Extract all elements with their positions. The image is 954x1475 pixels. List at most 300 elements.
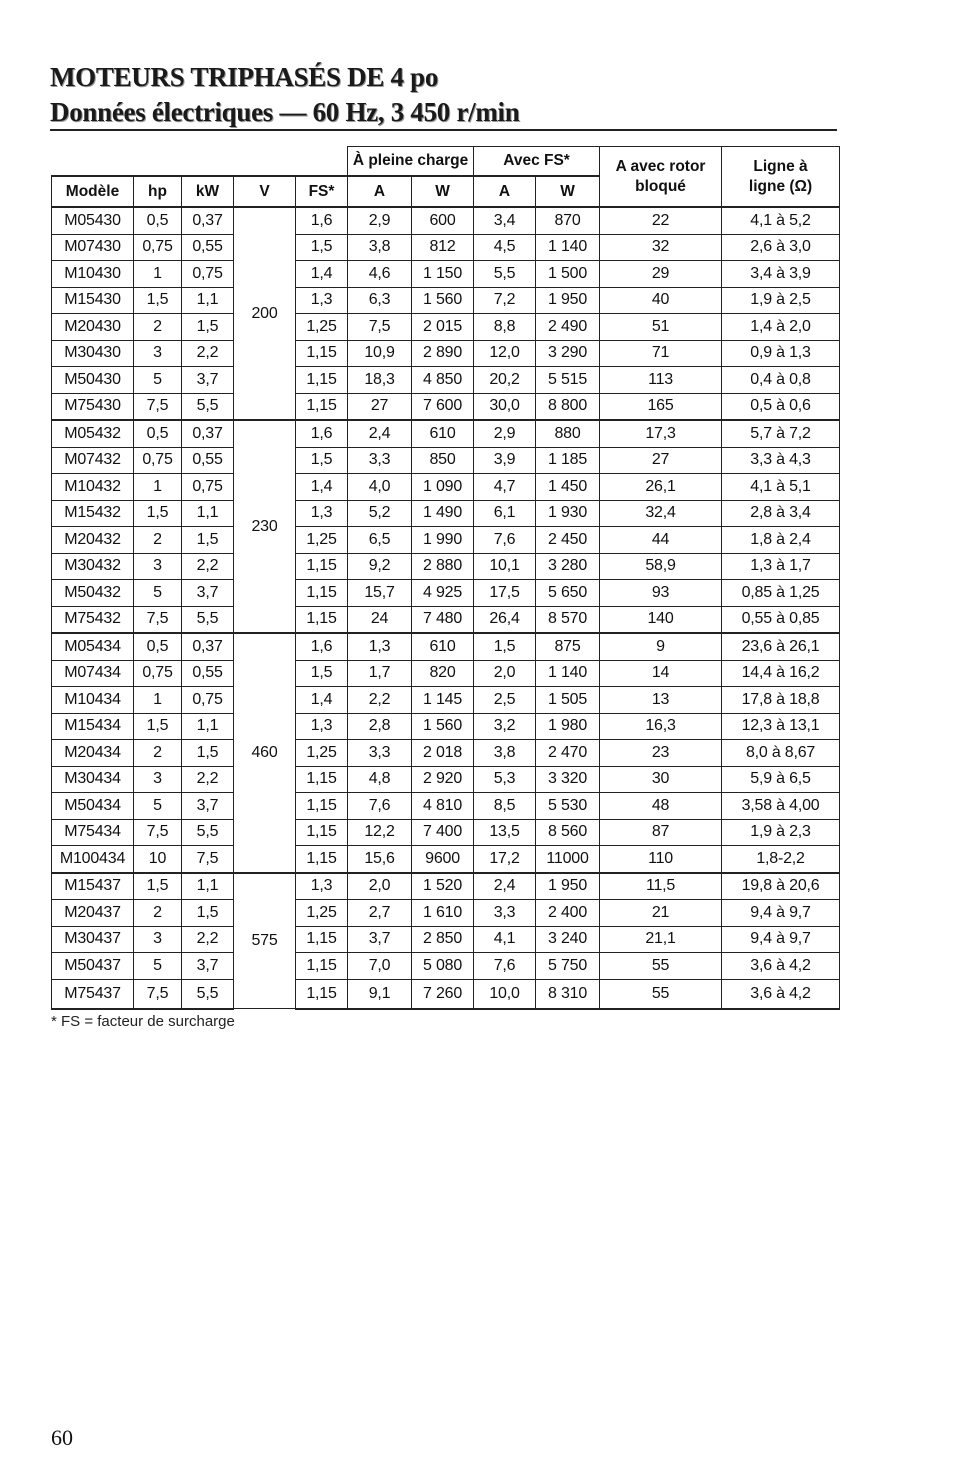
cell-hp: 7,5	[134, 606, 182, 633]
table-row	[52, 234, 840, 261]
cell-hp: 2	[134, 527, 182, 554]
header-line-to-line: Ligne à ligne (Ω)	[722, 147, 840, 208]
cell-kw: 2,2	[182, 553, 234, 580]
cell-line-to-line: 0,5 à 0,6	[722, 393, 840, 420]
cell-model: M30430	[52, 340, 134, 367]
table-row	[52, 873, 840, 900]
cell-fs-amps: 2,0	[474, 660, 536, 687]
cell-hp: 1,5	[134, 287, 182, 314]
cell-full-load-amps: 9,1	[348, 979, 412, 1009]
cell-line-to-line: 2,8 à 3,4	[722, 500, 840, 527]
cell-locked-rotor: 29	[600, 261, 722, 288]
cell-fs: 1,4	[296, 687, 348, 714]
cell-kw: 5,5	[182, 979, 234, 1009]
cell-fs-watts: 8 800	[536, 393, 600, 420]
cell-hp: 1,5	[134, 873, 182, 900]
cell-full-load-amps: 1,7	[348, 660, 412, 687]
header-col-fs-watts: W	[536, 176, 600, 207]
cell-line-to-line: 1,3 à 1,7	[722, 553, 840, 580]
cell-locked-rotor: 21	[600, 900, 722, 927]
table-row	[52, 553, 840, 580]
cell-locked-rotor: 9	[600, 633, 722, 660]
header-col-kw: kW	[182, 176, 234, 207]
cell-fs-amps: 13,5	[474, 819, 536, 846]
cell-locked-rotor: 17,3	[600, 420, 722, 447]
cell-locked-rotor: 51	[600, 314, 722, 341]
header-full-load: À pleine charge	[348, 147, 474, 177]
cell-fs-amps: 20,2	[474, 367, 536, 394]
cell-model: M10430	[52, 261, 134, 288]
cell-full-load-amps: 7,0	[348, 953, 412, 980]
cell-full-load-watts: 4 810	[412, 793, 474, 820]
cell-locked-rotor: 14	[600, 660, 722, 687]
cell-full-load-amps: 2,7	[348, 900, 412, 927]
cell-locked-rotor: 71	[600, 340, 722, 367]
cell-kw: 1,5	[182, 740, 234, 767]
cell-full-load-watts: 9600	[412, 846, 474, 873]
cell-hp: 1,5	[134, 713, 182, 740]
cell-kw: 2,2	[182, 926, 234, 953]
cell-model: M20430	[52, 314, 134, 341]
cell-line-to-line: 1,4 à 2,0	[722, 314, 840, 341]
cell-hp: 0,75	[134, 660, 182, 687]
cell-model: M20434	[52, 740, 134, 767]
cell-locked-rotor: 30	[600, 766, 722, 793]
cell-fs-watts: 5 750	[536, 953, 600, 980]
cell-kw: 1,1	[182, 287, 234, 314]
cell-line-to-line: 3,6 à 4,2	[722, 979, 840, 1009]
title-rule	[50, 129, 837, 131]
cell-full-load-watts: 2 015	[412, 314, 474, 341]
table-row	[52, 527, 840, 554]
table-row	[52, 979, 840, 1009]
cell-locked-rotor: 40	[600, 287, 722, 314]
cell-line-to-line: 0,85 à 1,25	[722, 580, 840, 607]
cell-fs-watts: 8 570	[536, 606, 600, 633]
cell-locked-rotor: 55	[600, 953, 722, 980]
cell-fs-amps: 7,6	[474, 953, 536, 980]
cell-fs: 1,25	[296, 527, 348, 554]
cell-fs: 1,3	[296, 713, 348, 740]
cell-fs: 1,25	[296, 740, 348, 767]
page-title	[50, 60, 837, 130]
cell-kw: 5,5	[182, 819, 234, 846]
cell-full-load-amps: 2,4	[348, 420, 412, 447]
cell-kw: 1,5	[182, 314, 234, 341]
cell-fs-amps: 8,5	[474, 793, 536, 820]
cell-full-load-watts: 820	[412, 660, 474, 687]
header-col-fs-amps: A	[474, 176, 536, 207]
cell-fs: 1,6	[296, 633, 348, 660]
cell-full-load-watts: 850	[412, 447, 474, 474]
cell-locked-rotor: 93	[600, 580, 722, 607]
cell-fs: 1,3	[296, 500, 348, 527]
cell-full-load-watts: 2 880	[412, 553, 474, 580]
cell-hp: 5	[134, 580, 182, 607]
cell-fs-watts: 1 140	[536, 660, 600, 687]
cell-locked-rotor: 21,1	[600, 926, 722, 953]
cell-kw: 0,55	[182, 660, 234, 687]
cell-hp: 1	[134, 474, 182, 501]
cell-kw: 0,55	[182, 447, 234, 474]
table-row	[52, 314, 840, 341]
cell-model: M75432	[52, 606, 134, 633]
cell-fs: 1,5	[296, 660, 348, 687]
cell-line-to-line: 0,55 à 0,85	[722, 606, 840, 633]
cell-model: M75430	[52, 393, 134, 420]
cell-locked-rotor: 22	[600, 207, 722, 234]
cell-fs: 1,25	[296, 314, 348, 341]
cell-model: M100434	[52, 846, 134, 873]
cell-kw: 0,55	[182, 234, 234, 261]
table-row	[52, 900, 840, 927]
cell-line-to-line: 9,4 à 9,7	[722, 900, 840, 927]
table-row	[52, 660, 840, 687]
cell-fs-amps: 4,1	[474, 926, 536, 953]
cell-full-load-watts: 7 600	[412, 393, 474, 420]
cell-fs-amps: 8,8	[474, 314, 536, 341]
cell-hp: 7,5	[134, 393, 182, 420]
cell-full-load-amps: 7,5	[348, 314, 412, 341]
cell-model: M75437	[52, 979, 134, 1009]
cell-model: M30434	[52, 766, 134, 793]
cell-fs-watts: 1 500	[536, 261, 600, 288]
cell-fs-amps: 4,5	[474, 234, 536, 261]
cell-fs-amps: 3,8	[474, 740, 536, 767]
cell-fs-amps: 2,5	[474, 687, 536, 714]
cell-kw: 2,2	[182, 766, 234, 793]
cell-full-load-watts: 610	[412, 633, 474, 660]
cell-kw: 1,5	[182, 527, 234, 554]
cell-kw: 3,7	[182, 953, 234, 980]
cell-fs: 1,15	[296, 819, 348, 846]
cell-hp: 10	[134, 846, 182, 873]
cell-model: M50432	[52, 580, 134, 607]
cell-full-load-amps: 2,9	[348, 207, 412, 234]
cell-full-load-amps: 2,0	[348, 873, 412, 900]
cell-full-load-watts: 2 018	[412, 740, 474, 767]
cell-full-load-amps: 6,3	[348, 287, 412, 314]
table-row	[52, 420, 840, 447]
header-blank	[52, 147, 348, 177]
cell-model: M15432	[52, 500, 134, 527]
cell-model: M30432	[52, 553, 134, 580]
cell-fs-watts: 1 930	[536, 500, 600, 527]
table-row	[52, 606, 840, 633]
cell-locked-rotor: 32,4	[600, 500, 722, 527]
cell-locked-rotor: 113	[600, 367, 722, 394]
cell-line-to-line: 2,6 à 3,0	[722, 234, 840, 261]
cell-line-to-line: 0,9 à 1,3	[722, 340, 840, 367]
table-row	[52, 261, 840, 288]
cell-kw: 0,75	[182, 474, 234, 501]
cell-hp: 1	[134, 261, 182, 288]
cell-locked-rotor: 140	[600, 606, 722, 633]
cell-fs-watts: 2 400	[536, 900, 600, 927]
cell-fs-watts: 3 320	[536, 766, 600, 793]
cell-model: M30437	[52, 926, 134, 953]
cell-fs-amps: 3,2	[474, 713, 536, 740]
cell-fs-watts: 3 290	[536, 340, 600, 367]
table-row	[52, 819, 840, 846]
cell-line-to-line: 8,0 à 8,67	[722, 740, 840, 767]
cell-fs-amps: 7,6	[474, 527, 536, 554]
cell-model: M15434	[52, 713, 134, 740]
table-body	[52, 207, 840, 1009]
cell-model: M05432	[52, 420, 134, 447]
cell-full-load-watts: 4 925	[412, 580, 474, 607]
cell-full-load-amps: 7,6	[348, 793, 412, 820]
cell-full-load-amps: 2,2	[348, 687, 412, 714]
cell-fs-amps: 2,9	[474, 420, 536, 447]
cell-line-to-line: 14,4 à 16,2	[722, 660, 840, 687]
table-row	[52, 447, 840, 474]
cell-hp: 3	[134, 926, 182, 953]
cell-fs-amps: 17,5	[474, 580, 536, 607]
cell-fs: 1,4	[296, 261, 348, 288]
cell-fs-watts: 3 240	[536, 926, 600, 953]
cell-full-load-amps: 4,8	[348, 766, 412, 793]
cell-full-load-watts: 7 400	[412, 819, 474, 846]
cell-full-load-amps: 12,2	[348, 819, 412, 846]
cell-fs-amps: 2,4	[474, 873, 536, 900]
cell-fs: 1,15	[296, 580, 348, 607]
cell-kw: 2,2	[182, 340, 234, 367]
cell-fs: 1,15	[296, 367, 348, 394]
cell-model: M20437	[52, 900, 134, 927]
cell-full-load-amps: 5,2	[348, 500, 412, 527]
table-row	[52, 367, 840, 394]
cell-fs-watts: 1 950	[536, 287, 600, 314]
cell-line-to-line: 4,1 à 5,1	[722, 474, 840, 501]
cell-hp: 3	[134, 766, 182, 793]
table-row	[52, 713, 840, 740]
title-line-1: MOTEURS TRIPHASÉS DE 4 po	[50, 62, 439, 92]
table-row	[52, 846, 840, 873]
cell-fs-watts: 1 505	[536, 687, 600, 714]
cell-fs: 1,25	[296, 900, 348, 927]
cell-fs-watts: 5 515	[536, 367, 600, 394]
cell-model: M07434	[52, 660, 134, 687]
cell-hp: 5	[134, 367, 182, 394]
table-row	[52, 474, 840, 501]
cell-kw: 1,1	[182, 713, 234, 740]
cell-fs-amps: 5,5	[474, 261, 536, 288]
cell-fs: 1,15	[296, 979, 348, 1009]
cell-model: M07432	[52, 447, 134, 474]
cell-full-load-watts: 5 080	[412, 953, 474, 980]
cell-fs: 1,6	[296, 420, 348, 447]
cell-fs-watts: 1 140	[536, 234, 600, 261]
cell-fs: 1,15	[296, 766, 348, 793]
cell-line-to-line: 4,1 à 5,2	[722, 207, 840, 234]
cell-full-load-watts: 2 850	[412, 926, 474, 953]
cell-locked-rotor: 44	[600, 527, 722, 554]
cell-fs-watts: 5 650	[536, 580, 600, 607]
cell-locked-rotor: 58,9	[600, 553, 722, 580]
cell-fs-watts: 8 560	[536, 819, 600, 846]
cell-fs: 1,5	[296, 447, 348, 474]
cell-fs-amps: 10,1	[474, 553, 536, 580]
cell-hp: 0,75	[134, 234, 182, 261]
cell-model: M50437	[52, 953, 134, 980]
cell-fs-amps: 12,0	[474, 340, 536, 367]
cell-full-load-amps: 18,3	[348, 367, 412, 394]
cell-full-load-watts: 2 890	[412, 340, 474, 367]
cell-full-load-watts: 610	[412, 420, 474, 447]
cell-fs-watts: 2 490	[536, 314, 600, 341]
cell-locked-rotor: 23	[600, 740, 722, 767]
cell-hp: 0,75	[134, 447, 182, 474]
cell-kw: 0,37	[182, 633, 234, 660]
cell-full-load-amps: 1,3	[348, 633, 412, 660]
cell-full-load-watts: 7 480	[412, 606, 474, 633]
electrical-data-table	[51, 146, 840, 1010]
title-line-2: Données électriques — 60 Hz, 3 450 r/min	[50, 97, 520, 127]
cell-line-to-line: 3,58 à 4,00	[722, 793, 840, 820]
cell-locked-rotor: 16,3	[600, 713, 722, 740]
cell-locked-rotor: 11,5	[600, 873, 722, 900]
cell-hp: 0,5	[134, 420, 182, 447]
cell-kw: 5,5	[182, 393, 234, 420]
cell-fs-watts: 875	[536, 633, 600, 660]
cell-fs-amps: 7,2	[474, 287, 536, 314]
cell-fs: 1,4	[296, 474, 348, 501]
cell-fs-watts: 870	[536, 207, 600, 234]
header-avec-fs: Avec FS*	[474, 147, 600, 177]
cell-fs: 1,15	[296, 606, 348, 633]
cell-hp: 7,5	[134, 979, 182, 1009]
cell-model: M50434	[52, 793, 134, 820]
cell-full-load-amps: 10,9	[348, 340, 412, 367]
cell-fs-watts: 8 310	[536, 979, 600, 1009]
table-row	[52, 926, 840, 953]
cell-fs-watts: 2 470	[536, 740, 600, 767]
cell-full-load-watts: 1 150	[412, 261, 474, 288]
cell-hp: 3	[134, 340, 182, 367]
cell-voltage: 200	[234, 207, 296, 420]
table-row	[52, 633, 840, 660]
cell-voltage: 230	[234, 420, 296, 633]
cell-hp: 2	[134, 314, 182, 341]
cell-full-load-watts: 1 560	[412, 713, 474, 740]
cell-fs-amps: 30,0	[474, 393, 536, 420]
cell-hp: 0,5	[134, 633, 182, 660]
cell-full-load-watts: 1 090	[412, 474, 474, 501]
cell-model: M50430	[52, 367, 134, 394]
cell-full-load-watts: 2 920	[412, 766, 474, 793]
cell-fs-amps: 3,3	[474, 900, 536, 927]
page-number: 60	[51, 1425, 73, 1450]
cell-full-load-amps: 15,6	[348, 846, 412, 873]
cell-line-to-line: 17,8 à 18,8	[722, 687, 840, 714]
cell-fs-watts: 3 280	[536, 553, 600, 580]
cell-full-load-amps: 2,8	[348, 713, 412, 740]
cell-full-load-amps: 15,7	[348, 580, 412, 607]
cell-model: M15437	[52, 873, 134, 900]
cell-kw: 1,5	[182, 900, 234, 927]
cell-line-to-line: 12,3 à 13,1	[722, 713, 840, 740]
cell-hp: 2	[134, 740, 182, 767]
cell-fs: 1,15	[296, 793, 348, 820]
cell-locked-rotor: 110	[600, 846, 722, 873]
cell-full-load-watts: 1 490	[412, 500, 474, 527]
cell-line-to-line: 3,6 à 4,2	[722, 953, 840, 980]
cell-hp: 2	[134, 900, 182, 927]
cell-kw: 1,1	[182, 873, 234, 900]
cell-fs-amps: 17,2	[474, 846, 536, 873]
cell-kw: 0,37	[182, 420, 234, 447]
cell-line-to-line: 1,8 à 2,4	[722, 527, 840, 554]
cell-full-load-watts: 1 990	[412, 527, 474, 554]
footnote: * FS = facteur de surcharge	[51, 1013, 235, 1030]
table-row	[52, 793, 840, 820]
cell-line-to-line: 3,3 à 4,3	[722, 447, 840, 474]
cell-kw: 0,37	[182, 207, 234, 234]
cell-hp: 1	[134, 687, 182, 714]
header-col-full-load-watts: W	[412, 176, 474, 207]
cell-hp: 1,5	[134, 500, 182, 527]
cell-fs-amps: 3,9	[474, 447, 536, 474]
cell-model: M20432	[52, 527, 134, 554]
table-row	[52, 953, 840, 980]
cell-model: M10434	[52, 687, 134, 714]
cell-kw: 5,5	[182, 606, 234, 633]
cell-model: M75434	[52, 819, 134, 846]
cell-locked-rotor: 87	[600, 819, 722, 846]
cell-line-to-line: 3,4 à 3,9	[722, 261, 840, 288]
cell-fs-amps: 10,0	[474, 979, 536, 1009]
cell-model: M10432	[52, 474, 134, 501]
header-col-fs: FS*	[296, 176, 348, 207]
cell-line-to-line: 0,4 à 0,8	[722, 367, 840, 394]
cell-fs-watts: 1 980	[536, 713, 600, 740]
cell-line-to-line: 1,9 à 2,5	[722, 287, 840, 314]
cell-locked-rotor: 32	[600, 234, 722, 261]
cell-full-load-amps: 6,5	[348, 527, 412, 554]
cell-line-to-line: 5,9 à 6,5	[722, 766, 840, 793]
cell-fs: 1,15	[296, 553, 348, 580]
header-col-full-load-amps: A	[348, 176, 412, 207]
header-col-model: Modèle	[52, 176, 134, 207]
cell-full-load-watts: 1 610	[412, 900, 474, 927]
cell-hp: 5	[134, 953, 182, 980]
cell-hp: 7,5	[134, 819, 182, 846]
cell-fs: 1,5	[296, 234, 348, 261]
cell-line-to-line: 1,9 à 2,3	[722, 819, 840, 846]
cell-fs-watts: 880	[536, 420, 600, 447]
table-row	[52, 287, 840, 314]
cell-line-to-line: 1,8-2,2	[722, 846, 840, 873]
cell-line-to-line: 5,7 à 7,2	[722, 420, 840, 447]
cell-kw: 3,7	[182, 367, 234, 394]
cell-model: M07430	[52, 234, 134, 261]
table-row	[52, 580, 840, 607]
cell-kw: 3,7	[182, 793, 234, 820]
cell-fs-amps: 5,3	[474, 766, 536, 793]
table-row	[52, 207, 840, 234]
table-row	[52, 500, 840, 527]
cell-full-load-amps: 27	[348, 393, 412, 420]
cell-full-load-amps: 4,6	[348, 261, 412, 288]
cell-full-load-amps: 3,7	[348, 926, 412, 953]
cell-locked-rotor: 27	[600, 447, 722, 474]
cell-line-to-line: 23,6 à 26,1	[722, 633, 840, 660]
cell-full-load-watts: 1 560	[412, 287, 474, 314]
cell-model: M05430	[52, 207, 134, 234]
table-row	[52, 740, 840, 767]
cell-full-load-amps: 9,2	[348, 553, 412, 580]
